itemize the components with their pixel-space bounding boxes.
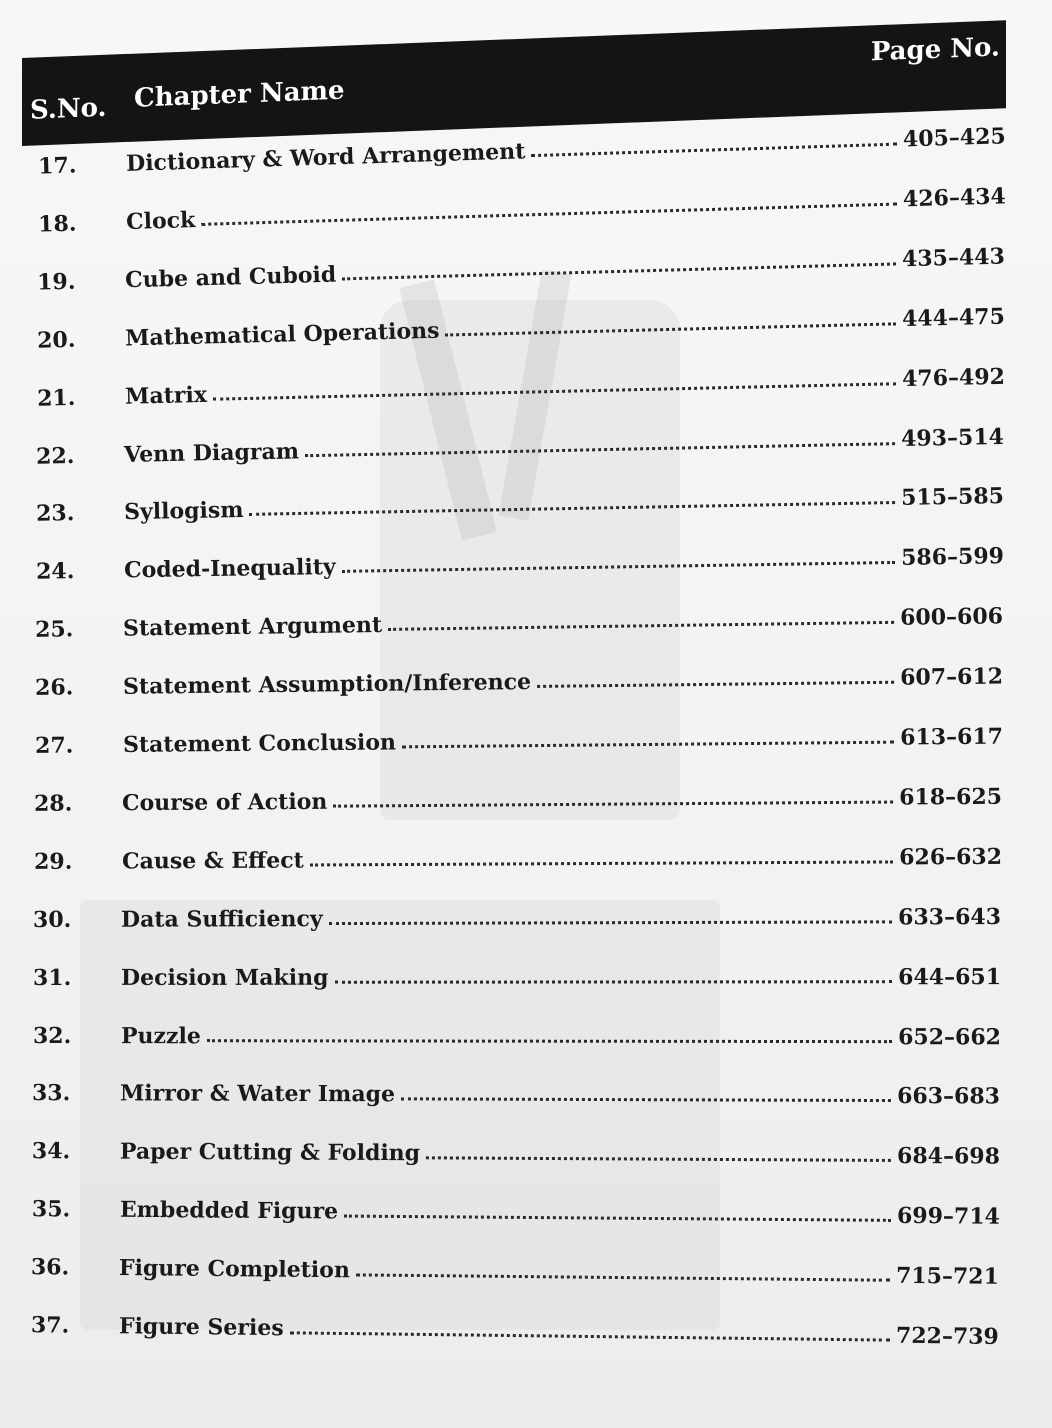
dot-leader [356,1273,890,1281]
page-range: 684–698 [897,1143,1001,1170]
page-range: 699–714 [896,1203,1000,1230]
header-page-no: Page No. [870,32,1000,68]
table-row [24,469,1005,527]
dot-leader [401,1098,891,1103]
chapter-number: 29. [33,848,73,875]
table-row [19,1240,999,1290]
dot-leader [250,501,896,516]
page-range: 493–514 [901,423,1005,452]
table-row [22,710,1002,759]
page-range: 435–443 [901,243,1006,273]
page-range: 600–606 [900,603,1004,631]
page-range: 626–632 [898,843,1002,871]
table-row [24,409,1005,469]
chapter-name: Dictionary & Word Arrangement [125,138,526,177]
dot-leader [333,800,893,807]
dot-leader [310,860,893,866]
table-row [22,830,1002,875]
chapter-number: 35. [31,1196,71,1223]
page-range: 715–721 [896,1262,1000,1290]
chapter-name: Course of Action [122,788,328,817]
page-range: 633–643 [898,903,1002,931]
table-row [20,1066,1000,1109]
table-row [22,770,1002,817]
page-range: 607–612 [899,663,1004,691]
table-row [23,650,1003,702]
dot-leader [201,202,897,225]
chapter-number: 27. [34,732,73,759]
dot-leader [531,143,897,157]
chapter-number: 34. [31,1138,71,1165]
table-row [24,289,1005,353]
page-range: 586–599 [900,543,1004,572]
dot-leader [537,681,894,688]
chapter-number: 20. [36,326,76,354]
chapter-name: Paper Cutting & Folding [119,1138,421,1167]
dot-leader [329,920,893,925]
dot-leader [344,1215,891,1222]
chapter-number: 17. [37,152,77,180]
page-range: 663–683 [897,1083,1001,1110]
chapter-number: 19. [37,268,77,296]
dot-leader [305,442,895,457]
chapter-number: 33. [32,1080,71,1107]
page-range: 405–425 [902,123,1007,153]
chapter-name: Statement Conclusion [122,729,396,759]
page-range: 613–617 [899,723,1003,751]
table-row [23,590,1003,644]
chapter-number: 23. [35,500,75,528]
chapter-name: Clock [125,206,196,235]
chapter-number: 31. [33,964,72,991]
dot-leader [341,561,894,573]
dot-leader [401,741,893,749]
chapter-number: 21. [36,384,76,412]
chapter-name: Cube and Cuboid [125,261,337,294]
table-row [25,109,1006,180]
table-row [20,1182,1000,1230]
dot-leader [446,322,897,336]
chapter-name: Cause & Effect [121,847,304,875]
chapter-name: Venn Diagram [124,437,300,468]
page-range: 644–651 [898,963,1002,990]
header-sno: S.No. [30,92,107,126]
dot-leader [426,1157,891,1163]
page-range: 476–492 [901,363,1005,392]
header-chapter-name: Chapter Name [134,75,345,114]
dot-leader [207,1039,892,1043]
table-row [23,529,1004,585]
page-range: 652–662 [897,1023,1001,1050]
chapter-name: Coded-Inequality [123,554,336,584]
chapter-number: 25. [35,616,74,644]
chapter-name: Figure Completion [119,1255,351,1284]
chapter-name: Data Sufficiency [121,905,324,933]
chapter-name: Mirror & Water Image [120,1080,396,1108]
chapter-name: Decision Making [121,964,329,991]
table-row [24,349,1005,411]
chapter-name: Mathematical Operations [124,317,440,352]
table-row [21,890,1001,933]
dot-leader [388,621,894,631]
dot-leader [335,980,893,983]
page-range: 722–739 [895,1322,1000,1350]
dot-leader [213,382,896,401]
page-range: 618–625 [899,783,1003,811]
page-range: 444–475 [901,303,1006,332]
chapter-name: Matrix [124,381,207,410]
chapter-name: Statement Assumption/Inference [122,669,532,700]
table-row [21,950,1001,991]
chapter-number: 26. [34,674,74,701]
table-row [20,1124,1000,1170]
page-range: 426–434 [902,183,1006,213]
chapter-number: 28. [34,790,73,817]
table-row [25,229,1006,295]
chapter-number: 24. [35,558,75,586]
dot-leader [343,262,897,280]
table-row [21,1009,1001,1050]
chapter-name: Embedded Figure [119,1196,338,1225]
page-range: 515–585 [900,483,1005,512]
chapter-number: 36. [31,1254,70,1281]
table-row [19,1298,999,1350]
chapter-name: Figure Series [118,1313,284,1342]
table-row [25,169,1006,238]
dot-leader [290,1331,890,1341]
chapter-number: 22. [36,442,75,470]
chapter-number: 18. [37,210,77,238]
chapter-number: 37. [30,1312,70,1339]
chapter-number: 32. [32,1022,72,1049]
chapter-name: Statement Argument [123,612,383,642]
chapter-number: 30. [33,906,72,933]
chapter-name: Puzzle [120,1022,201,1049]
chapter-name: Syllogism [123,497,244,526]
